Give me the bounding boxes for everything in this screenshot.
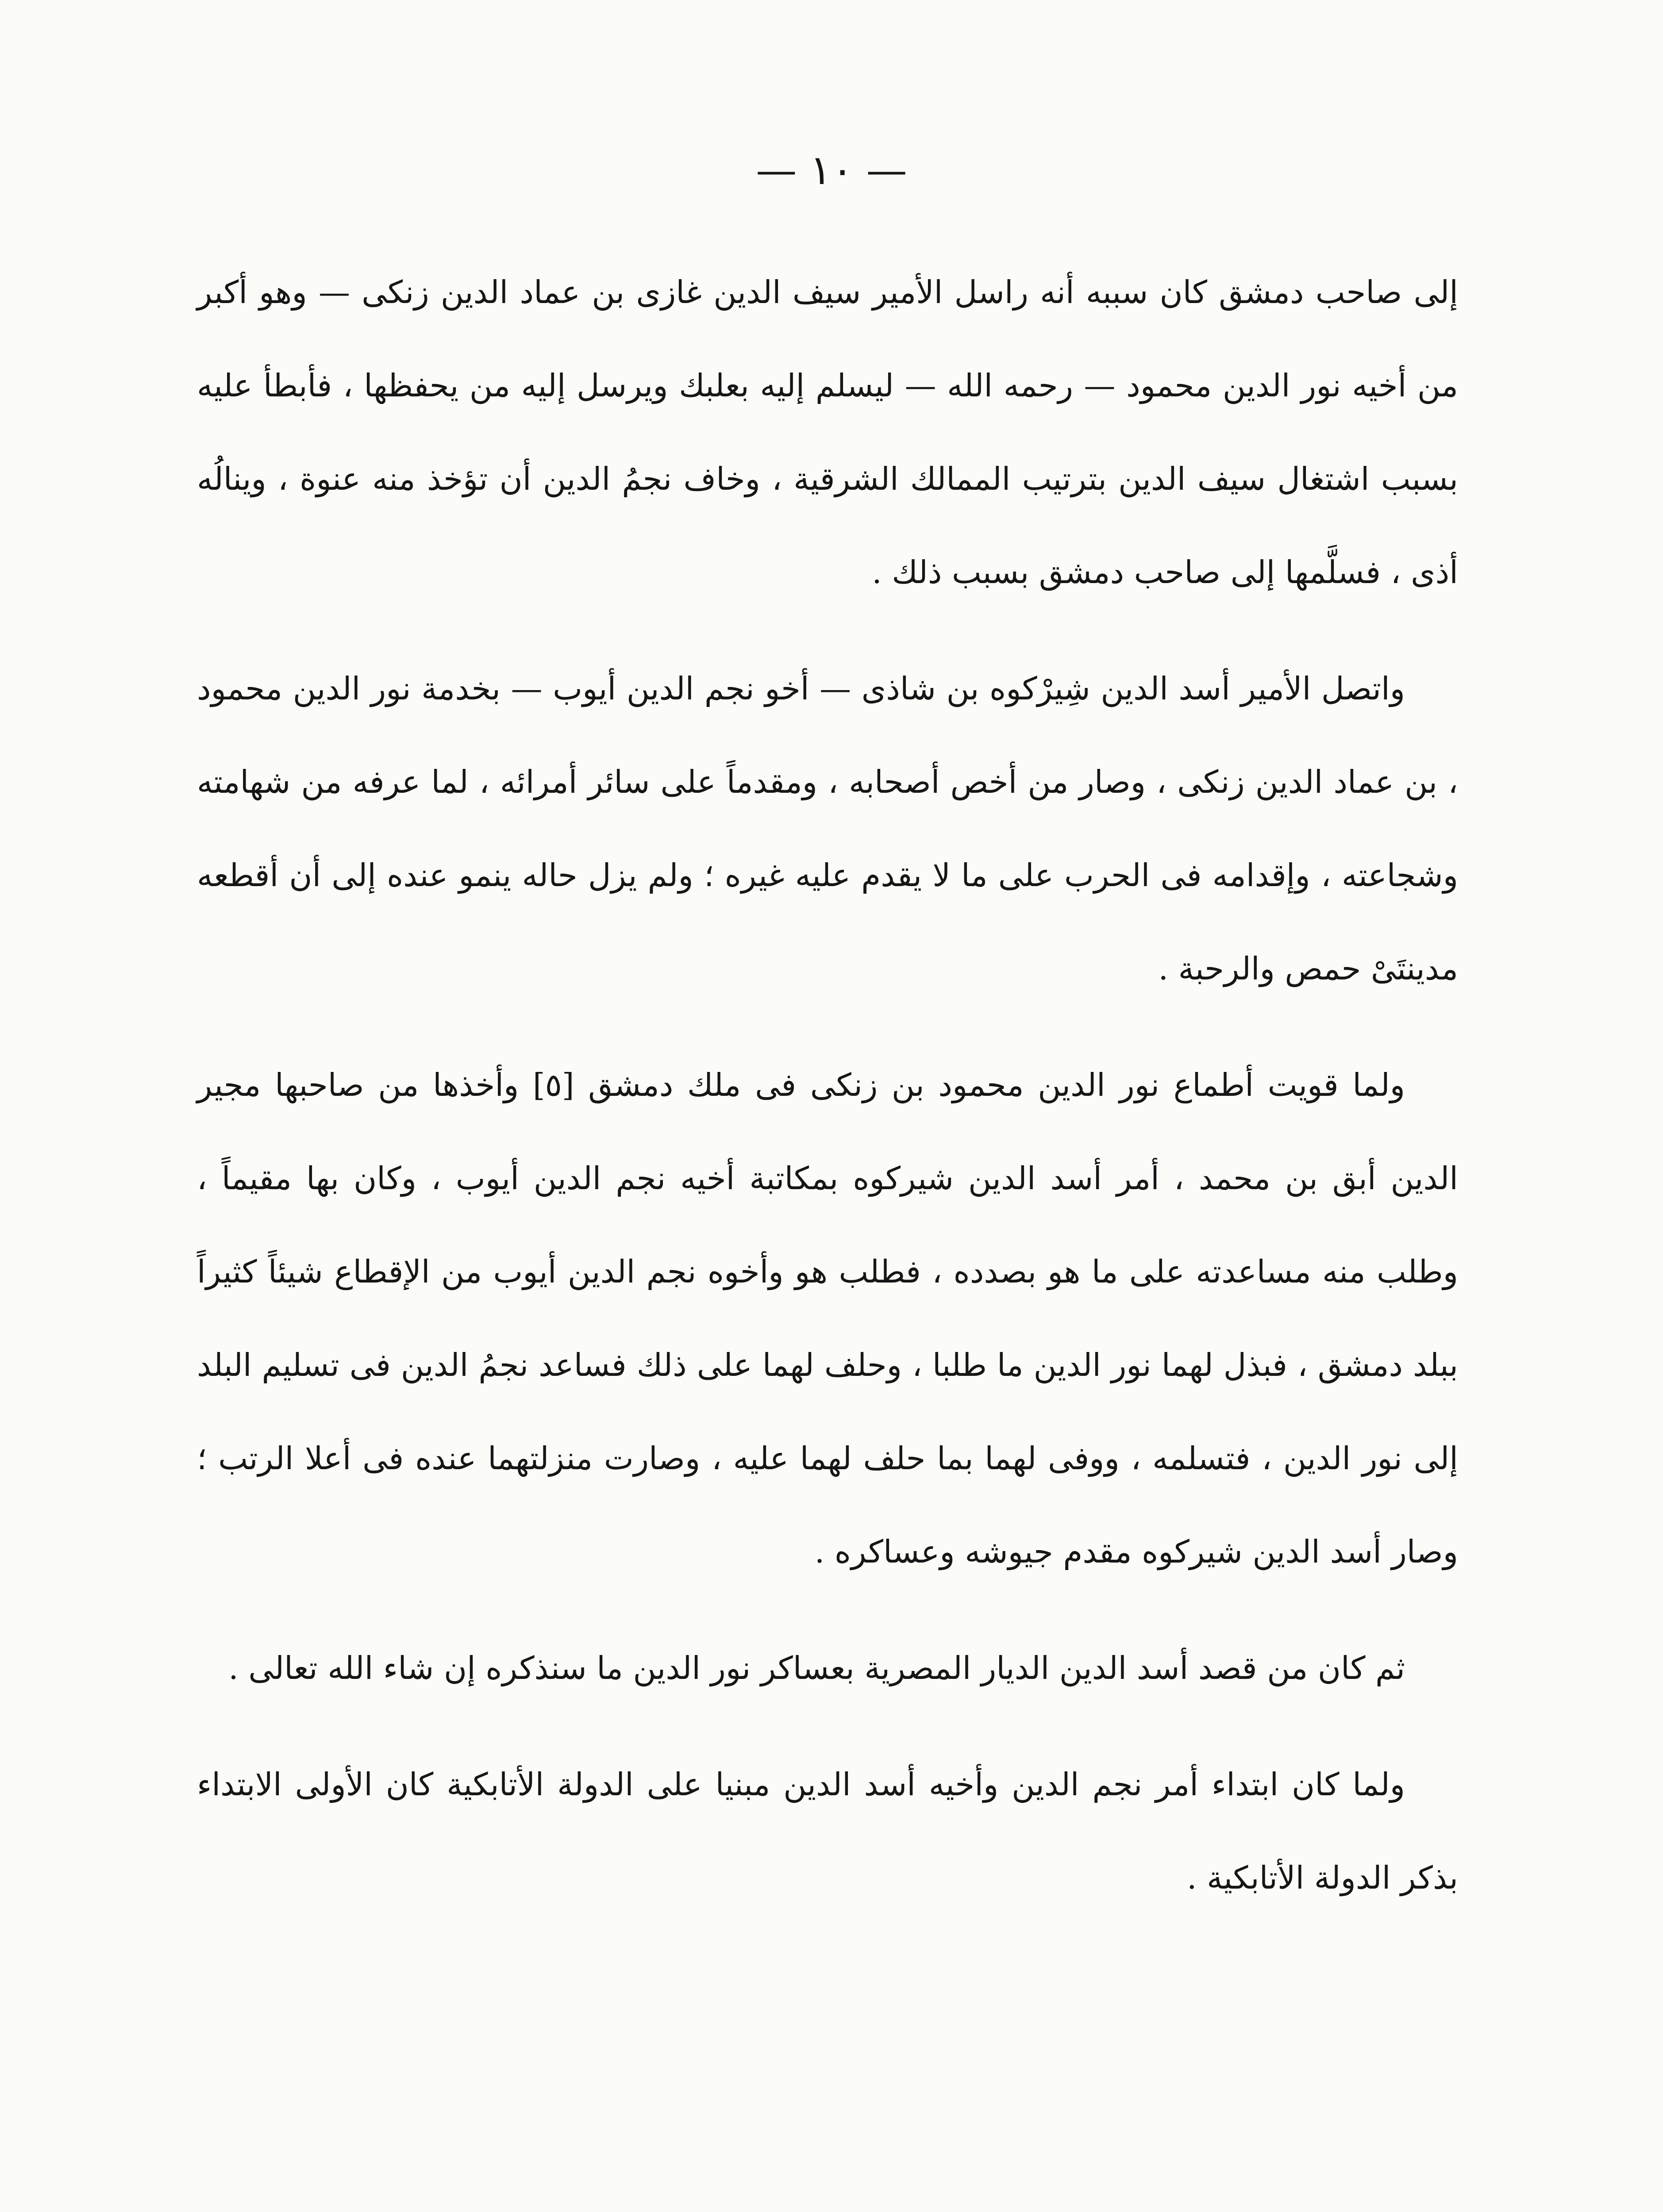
main-text xyxy=(197,246,1458,1924)
paragraph-1: إلى صاحب دمشق كان سببه أنه راسل الأمير سيف الدين غازى بن عماد الدين زنكى — وهو أكبر من أخيه نور الدين محمود — رحمه الله — ليسلم إليه بعلبك ويرسل إليه من يحفظها ، فأبطأ عليه بسبب اشتغال سيف الدين بترتيب الممالك الشرقية ، وخاف نجمُ الدين أن تؤخذ منه عنوة ، وينالُه أذى ، فسلَّمها إلى صاحب دمشق بسبب ذلك . xyxy=(197,274,1458,591)
paragraph-2: واتصل الأمير أسد الدين شِيرْكوه بن شاذى — أخو نجم الدين أيوب — بخدمة نور الدين محمود ، بن عماد الدين زنكى ، وصار من أخص أصحابه ، ومقدماً على سائر أمرائه ، لما عرفه من شهامته وشجاعته ، وإقدامه فى الحرب على ما لا يقدم عليه غيره ؛ ولم يزل حاله ينمو عنده إلى أن أقطعه مدينتَىْ حمص والرحبة . xyxy=(197,670,1458,987)
page-number: — ١٠ — xyxy=(756,146,907,194)
paragraph-5: ولما كان ابتداء أمر نجم الدين وأخيه أسد الدين مبنيا على الدولة الأتابكية كان الأولى الابتداء بذكر الدولة الأتابكية . xyxy=(197,1766,1458,1896)
paragraph-4: ثم كان من قصد أسد الدين الديار المصرية بعساكر نور الدين ما سنذكره إن شاء الله تعالى . xyxy=(228,1650,1405,1686)
paragraph-3: ولما قويت أطماع نور الدين محمود بن زنكى فى ملك دمشق [٥] وأخذها من صاحبها مجير الدين أبق بن محمد ، أمر أسد الدين شيركوه بمكاتبة أخيه نجم الدين أيوب ، وكان بها مقيماً ، وطلب منه مساعدته على ما هو بصدده ، فطلب هو وأخوه نجم الدين أيوب من الإقطاع شيئاً كثيراً ببلد دمشق ، فبذل لهما نور الدين ما طلبا ، وحلف لهما على ذلك فساعد نجمُ الدين فى تسليم البلد إلى نور الدين ، فتسلمه ، ووفى لهما بما حلف لهما عليه ، وصارت منزلتهما عنده فى أعلا الرتب ؛ وصار أسد الدين شيركوه مقدم جيوشه وعساكره . xyxy=(197,1067,1458,1570)
